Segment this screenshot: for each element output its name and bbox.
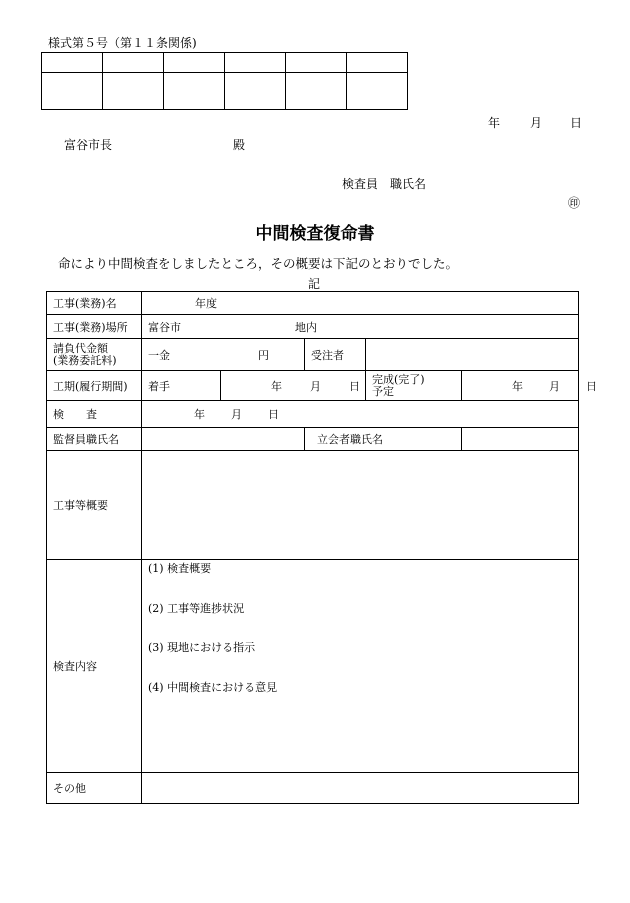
work-name-field[interactable] [142,292,579,315]
period-label: 工期(履行期間) [47,371,142,401]
overview-label: 工事等概要 [47,451,142,560]
honorific: 殿 [233,138,246,152]
work-place-field[interactable] [142,315,579,339]
date-year: 年 [488,116,501,130]
stamp-cell[interactable] [225,73,286,110]
content-item: (4) 中間検査における意見 [148,680,278,694]
work-place-city: 富谷市 [148,320,181,334]
seal-mark: ㊞ [568,196,581,210]
contractor-label: 受注者 [305,339,366,371]
intro-text: 命により中間検査をしましたところ，その概要は下記のとおりでした。 [58,256,459,271]
stamp-cell[interactable] [286,53,347,73]
period-start-label: 着手 [142,371,221,401]
stamp-cell[interactable] [347,53,408,73]
completion-label: 完成(完了) 予定 [366,371,462,401]
stamp-cell[interactable] [347,73,408,110]
supervisor-field[interactable] [142,428,305,451]
content-item: (1) 検査概要 [148,562,212,575]
stamp-cell[interactable] [286,73,347,110]
completion-date[interactable]: 年 月 日 [462,371,579,401]
work-place-suffix: 地内 [295,320,317,334]
content-item: (3) 現地における指示 [148,641,256,654]
contract-amount-field[interactable] [142,339,305,371]
contract-amount-label: 請負代金額 (業務委託料) [47,339,142,371]
stamp-cell[interactable] [42,53,103,73]
form-number: 様式第５号（第１１条関係) [48,36,197,50]
other-field[interactable] [142,773,579,804]
stamp-cell[interactable] [225,53,286,73]
work-place-label: 工事(業務)場所 [47,315,142,339]
approval-stamp-grid [41,52,408,110]
inspection-date-label: 検 査 [47,401,142,428]
date-month: 月 [530,116,543,130]
supervisor-label: 監督員職氏名 [47,428,142,451]
contract-unit: 円 [258,348,269,362]
stamp-cell[interactable] [103,73,164,110]
inspection-date-field[interactable]: 年 月 日 [142,401,579,428]
contract-prefix: 一金 [148,348,170,362]
stamp-cell[interactable] [164,73,225,110]
inspector-name-label: 検査員 職氏名 [342,177,427,191]
content-field[interactable] [142,560,579,773]
date-day: 日 [570,116,583,130]
stamp-cell[interactable] [42,73,103,110]
ki-label: 記 [308,277,321,291]
overview-field[interactable] [142,451,579,560]
page-title: 中間検査復命書 [255,224,375,244]
stamp-cell[interactable] [164,53,225,73]
witness-field[interactable] [462,428,579,451]
work-name-value: 年度 [195,297,217,310]
content-item: (2) 工事等進捗状況 [148,601,245,615]
report-table [46,291,597,804]
stamp-cell[interactable] [103,53,164,73]
contractor-field[interactable] [366,339,579,371]
addressee: 富谷市長 [64,138,113,152]
work-name-label: 工事(業務)名 [47,292,142,315]
content-label: 検査内容 [47,560,142,773]
period-start-date[interactable]: 年 月 日 [221,371,366,401]
other-label: その他 [47,773,142,804]
witness-label: 立会者職氏名 [305,428,462,451]
